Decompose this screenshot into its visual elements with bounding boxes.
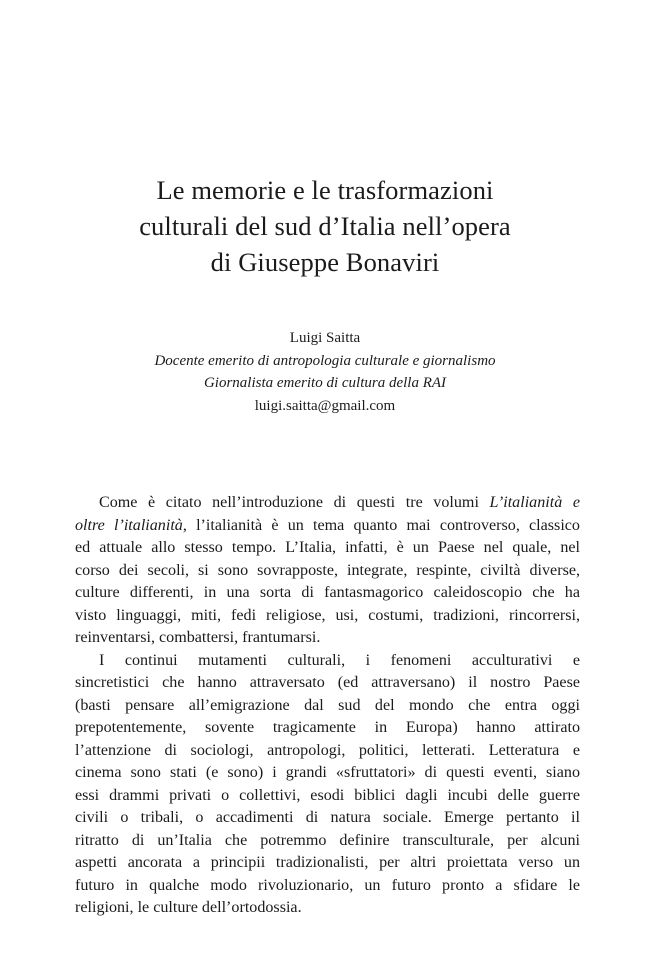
text-line [75, 492, 580, 515]
author-role: Docente emerito di antropologia culturale e giornalismo [154, 352, 496, 369]
paragraph [75, 492, 580, 650]
text-line: I continui mutamenti culturali, i fenomeni acculturativi e [99, 651, 580, 669]
author-block [40, 327, 610, 417]
text-line: ed attuale allo stesso tempo. L’Italia, infatti, è un Paese nel quale, nel [75, 539, 580, 556]
text-line: (basti pensare all’emigrazione dal sud del mondo che entra oggi [75, 696, 580, 714]
text-line: essi drammi privati o collettivi, esodi biblici dagli incubi delle guerre [75, 786, 580, 804]
author-email: luigi.saitta@gmail.com [254, 397, 396, 414]
author-name: Luigi Saitta [289, 330, 361, 346]
body-text [75, 492, 580, 920]
text-line: futuro in qualche modo rivoluzionario, un futuro pronto a sfidare le [75, 876, 580, 894]
text-line: l’attenzione di sociologi, antropologi, politici, letterati. Letteratura e [75, 741, 580, 759]
text-line: civili o tribali, o accadimenti di natura sociale. Emerge pertanto il [75, 809, 580, 826]
author-role: Giornalista emerito di cultura della RAI [203, 375, 447, 391]
title-line: di Giuseppe Bonaviri [210, 247, 440, 277]
text-line: religioni, le culture dell’ortodossia. [75, 899, 302, 916]
italic-title: oltre l’italianità [75, 516, 183, 534]
title-line: culturali del sud d’Italia nell’opera [139, 211, 511, 241]
text-span: Come è citato nell’introduzione di questi tre volumi [99, 494, 490, 511]
text-line: sincretistici che hanno attraversato (ed attraversano) il nostro Paese [75, 674, 580, 691]
text-line: visto linguaggi, miti, fedi religiose, usi, costumi, tradizioni, rincorrersi, [75, 606, 580, 624]
paragraph [75, 650, 580, 920]
text-line: ritratto di un’Italia che potremmo definire transculturale, per alcuni [75, 831, 580, 849]
text-line: corso dei secoli, si sono sovrapposte, integrate, respinte, civiltà diverse, [75, 561, 580, 579]
text-line: prepotentemente, sovente tragicamente in Europa) hanno attirato [75, 719, 580, 736]
text-line: aspetti ancorata a principii tradizionalisti, per altri proiettata verso un [75, 854, 580, 871]
title-line: Le memorie e le trasformazioni [156, 175, 494, 205]
article-title [40, 172, 610, 280]
text-span: , l’italianità è un tema quanto mai controverso, classico [182, 516, 580, 534]
text-line: reinventarsi, combattersi, frantumarsi. [75, 629, 321, 646]
text-line: cinema sono stati (e sono) i grandi «sfruttatori» di questi eventi, siano [75, 764, 580, 781]
text-line: culture differenti, in una sorta di fantasmagorico caleidoscopio che ha [75, 584, 580, 601]
italic-title: L’italianità e [489, 494, 580, 511]
text-line [75, 515, 580, 538]
